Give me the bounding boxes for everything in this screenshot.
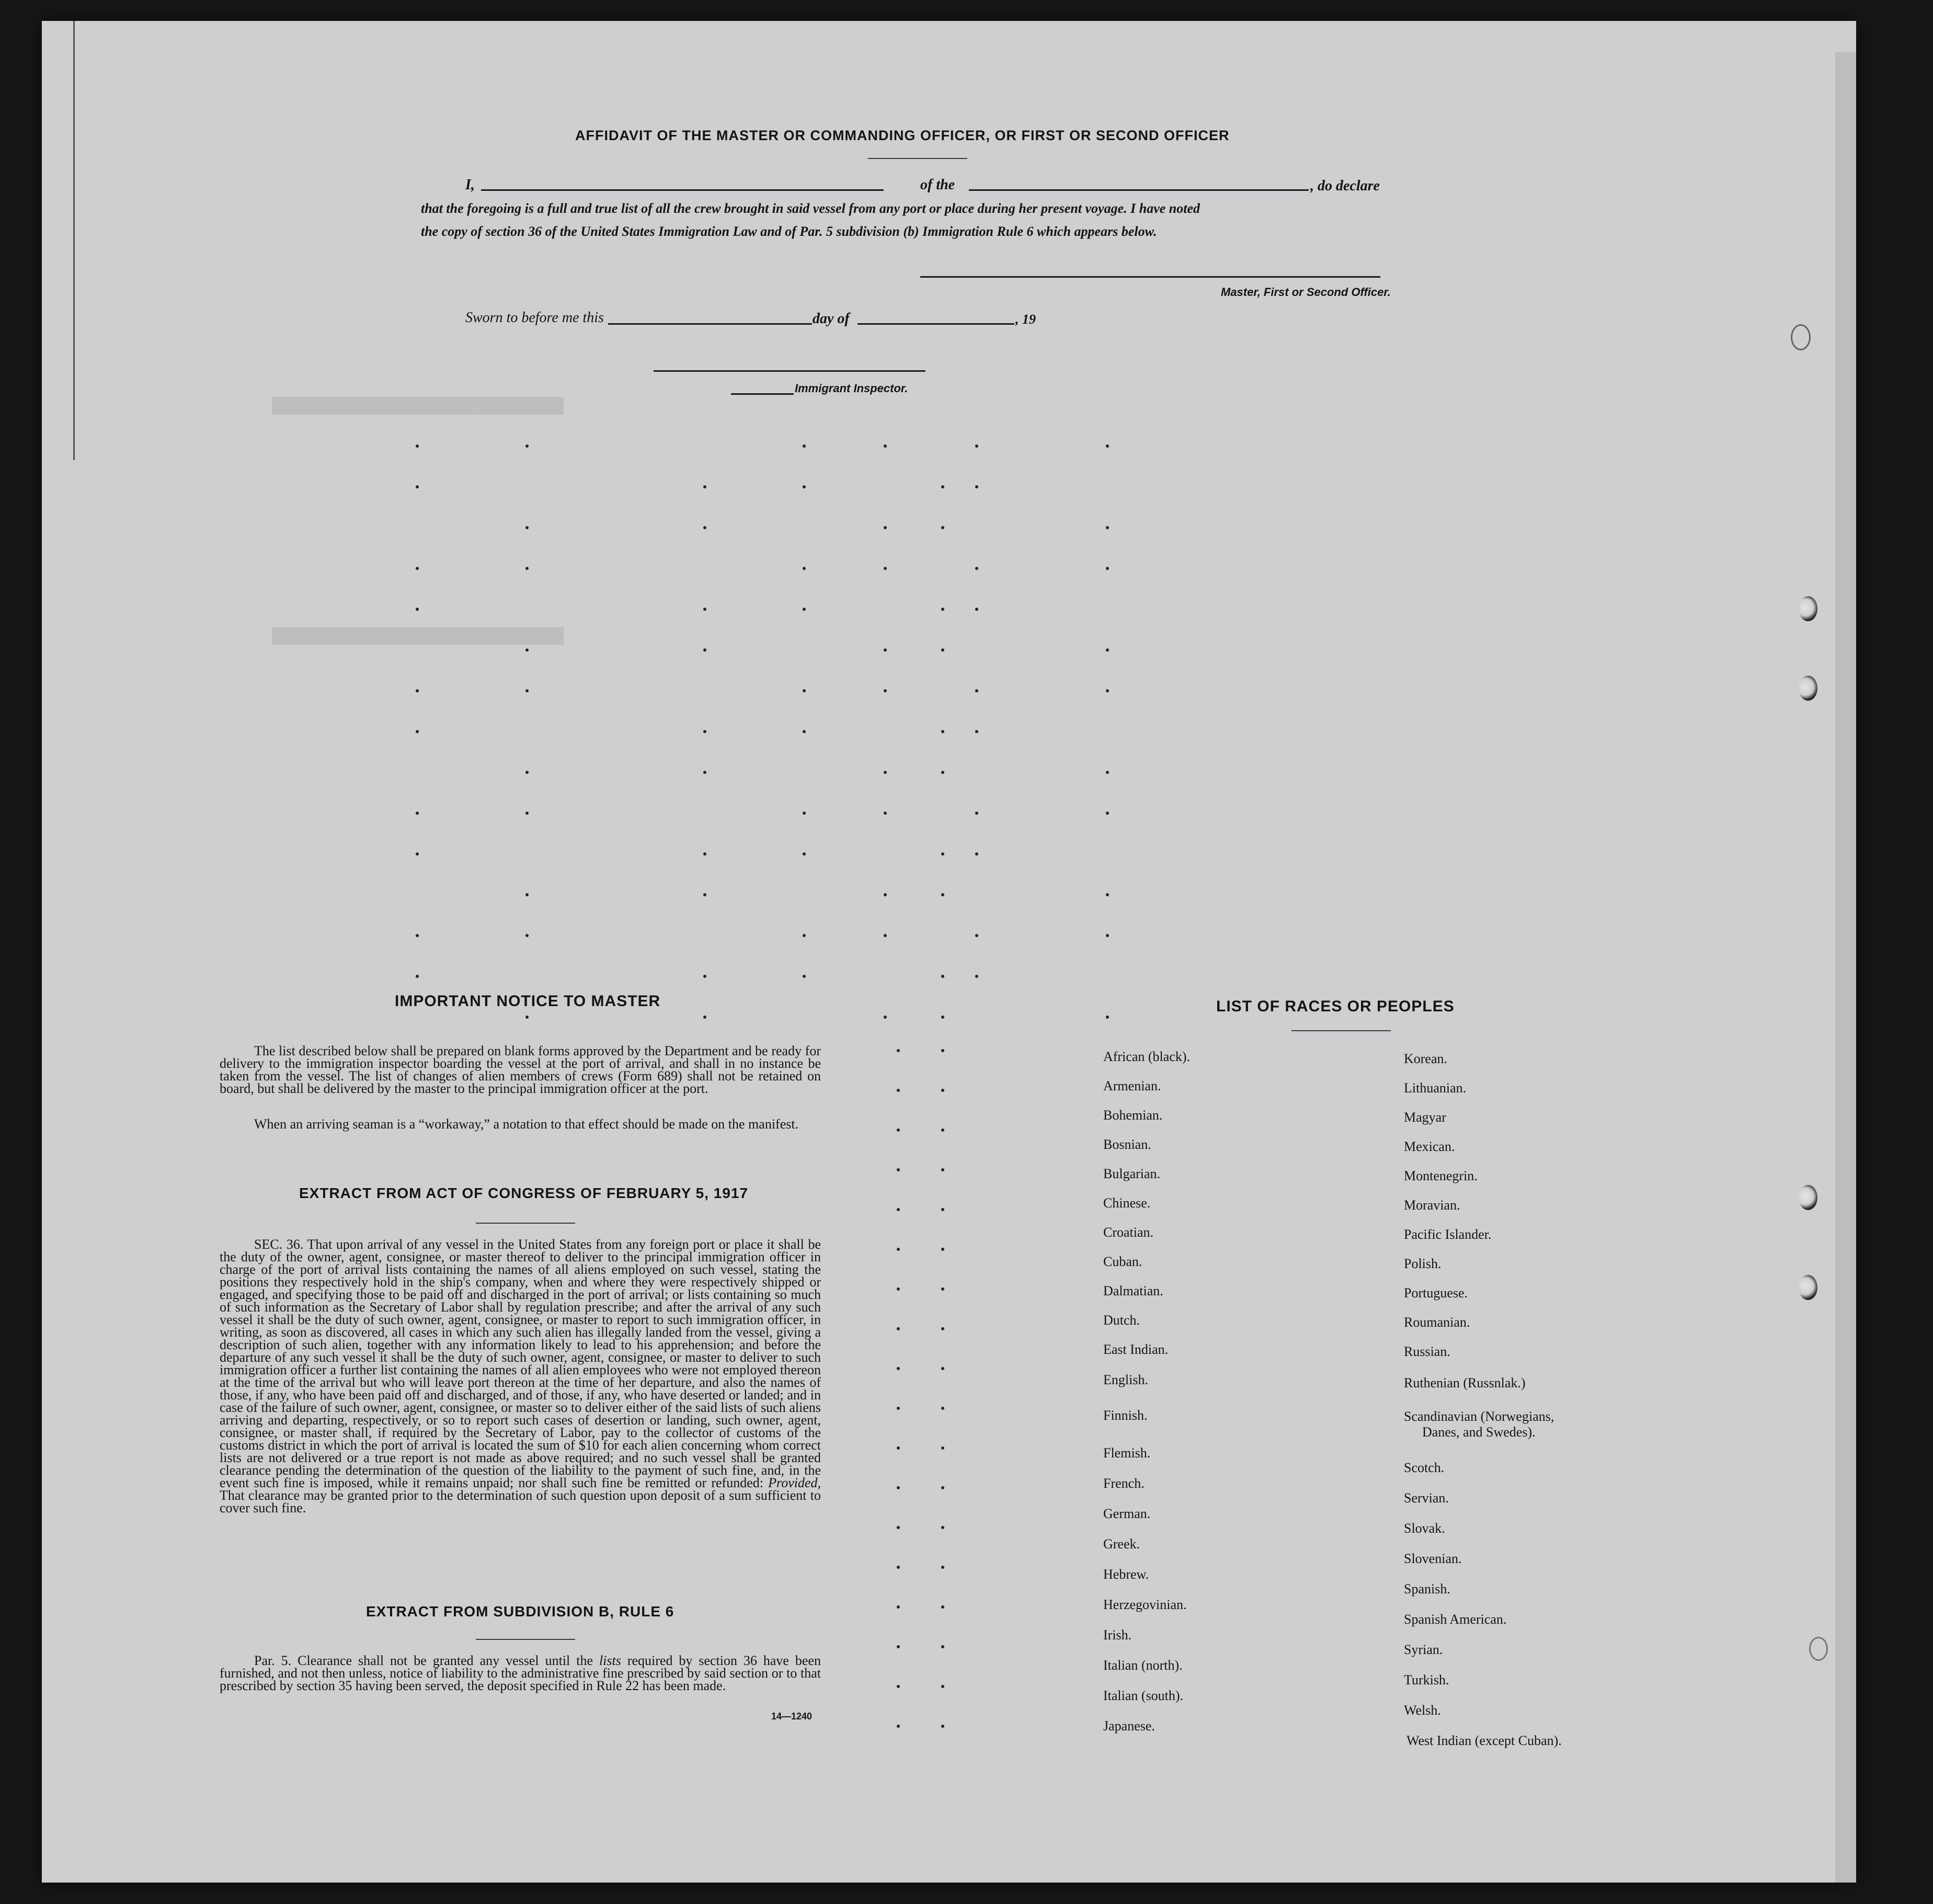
- bleed-through-text: ███████████████████████████████: [272, 397, 564, 415]
- form-dot: [525, 648, 529, 652]
- form-dot: [941, 730, 944, 733]
- race-item: Servian.: [1404, 1490, 1449, 1506]
- race-item: Greek.: [1103, 1536, 1140, 1552]
- form-dot: [884, 648, 887, 652]
- race-item: Scandinavian (Norwegians,: [1404, 1409, 1554, 1424]
- form-dot: [897, 1446, 900, 1450]
- race-item: Herzegovinian.: [1103, 1597, 1187, 1612]
- race-item: African (black).: [1103, 1049, 1191, 1064]
- form-dot: [884, 771, 887, 774]
- race-item: Chinese.: [1103, 1195, 1151, 1211]
- form-dot: [884, 526, 887, 529]
- race-item: Moravian.: [1404, 1198, 1460, 1213]
- form-dot: [525, 567, 529, 570]
- form-dot: [897, 1089, 900, 1092]
- form-dot: [941, 1566, 944, 1569]
- form-dot: [941, 1446, 944, 1450]
- sworn-day-blank-line[interactable]: [608, 323, 812, 325]
- punch-hole: [1799, 1275, 1817, 1300]
- punch-hole: [1799, 1185, 1817, 1210]
- race-item: Syrian.: [1404, 1642, 1443, 1657]
- form-dot: [975, 975, 978, 978]
- form-dot: [416, 934, 419, 937]
- form-dot: [897, 1407, 900, 1410]
- race-item: Spanish.: [1404, 1581, 1450, 1597]
- form-dot: [941, 1287, 944, 1291]
- name-blank-line[interactable]: [481, 189, 884, 191]
- form-dot: [1106, 893, 1109, 896]
- form-dot: [897, 1486, 900, 1489]
- race-item: Dalmatian.: [1103, 1283, 1163, 1298]
- vessel-blank-line[interactable]: [969, 189, 1309, 191]
- form-dot: [525, 689, 529, 692]
- notice-title: IMPORTANT NOTICE TO MASTER: [395, 993, 661, 1010]
- year-label: , 19: [1015, 312, 1036, 327]
- inspector-signature-line[interactable]: [654, 370, 925, 372]
- form-dot: [941, 1725, 944, 1728]
- form-dot: [897, 1526, 900, 1529]
- form-dot: [975, 812, 978, 815]
- form-dot: [941, 1685, 944, 1688]
- form-dot: [703, 852, 706, 856]
- race-item: Dutch.: [1103, 1313, 1140, 1328]
- form-dot: [884, 893, 887, 896]
- race-item: Italian (south).: [1103, 1688, 1184, 1703]
- form-dot: [1106, 648, 1109, 652]
- inspector-label: Immigrant Inspector.: [795, 382, 908, 395]
- form-dot: [941, 1089, 944, 1092]
- form-dot: [941, 485, 944, 488]
- form-dot: [897, 1128, 900, 1132]
- race-item: Pacific Islander.: [1404, 1227, 1492, 1242]
- manifest-page: [42, 21, 1856, 1883]
- race-item: French.: [1103, 1476, 1145, 1491]
- form-dot: [884, 1016, 887, 1019]
- affidavit-text-line-3: the copy of section 36 of the United States Immigration Law and of Par. 5 subdivision (b) Immigration Rule 6 which appears below.: [421, 224, 1157, 239]
- notice-paragraph-2: When an arriving seaman is a “workaway,” a notation to that effect should be made on the manifest.: [254, 1116, 799, 1132]
- form-dot: [416, 444, 419, 448]
- form-dot: [941, 1526, 944, 1529]
- form-dot: [803, 444, 806, 448]
- form-dot: [897, 1685, 900, 1688]
- form-dot: [525, 893, 529, 896]
- form-dot: [941, 1327, 944, 1330]
- race-item: West Indian (except Cuban).: [1406, 1733, 1562, 1748]
- punch-hole: [1799, 676, 1817, 701]
- bleed-through-text: ███████████████████████████████: [272, 628, 564, 645]
- race-item: Croatian.: [1103, 1225, 1154, 1240]
- punch-hole-outline: [1791, 324, 1811, 350]
- race-item: Cuban.: [1103, 1254, 1142, 1269]
- form-dot: [416, 812, 419, 815]
- race-item: Polish.: [1404, 1256, 1442, 1271]
- form-dot: [703, 608, 706, 611]
- extract-act-text: [220, 1238, 821, 1514]
- form-dot: [1106, 771, 1109, 774]
- race-item: East Indian.: [1103, 1342, 1169, 1357]
- form-dot: [525, 1016, 529, 1019]
- race-item: German.: [1103, 1506, 1151, 1521]
- affidavit-text-line-2: that the foregoing is a full and true list of all the crew brought in said vessel from any port or place during her present voyage. I have noted: [421, 201, 1200, 216]
- form-dot: [803, 730, 806, 733]
- form-dot: [941, 526, 944, 529]
- race-item: Roumanian.: [1404, 1315, 1470, 1330]
- page-edge: [1835, 52, 1856, 1883]
- race-item: Portuguese.: [1404, 1285, 1468, 1301]
- race-item: Slovenian.: [1404, 1551, 1462, 1566]
- affidavit-i-label: I,: [465, 177, 475, 193]
- form-dot: [1106, 444, 1109, 448]
- affidavit-of-the: of the: [920, 177, 955, 193]
- affidavit-do-declare: , do declare: [1310, 178, 1380, 194]
- form-dot: [941, 1486, 944, 1489]
- act-body-end: That clearance may be granted prior to the determination of such question upon deposit of a sum sufficient to cover such fine.: [220, 1488, 821, 1515]
- form-dot: [941, 771, 944, 774]
- form-dot: [884, 812, 887, 815]
- form-dot: [975, 934, 978, 937]
- form-dot: [803, 852, 806, 856]
- form-dot: [416, 689, 419, 692]
- form-dot: [803, 934, 806, 937]
- form-dot: [975, 730, 978, 733]
- form-dot: [884, 689, 887, 692]
- race-item: Hebrew.: [1103, 1567, 1149, 1582]
- notice-paragraph-1: The list described below shall be prepared on blank forms approved by the Department and be ready for delivery to the immigration inspector boarding the vessel at the port of arrival, and shall in no instance be taken from the vessel. The list of changes of alien members of crews (Form 689) shall not be retained on board, but shall be delivered by the master to the principal immigration officer at the port.: [220, 1043, 821, 1096]
- form-dot: [416, 567, 419, 570]
- form-dot: [884, 567, 887, 570]
- form-dot: [897, 1605, 900, 1609]
- race-item: Lithuanian.: [1404, 1080, 1467, 1096]
- punch-hole-outline: [1809, 1637, 1828, 1661]
- form-dot: [416, 852, 419, 856]
- race-item: Scotch.: [1404, 1460, 1445, 1475]
- form-dot: [975, 689, 978, 692]
- act-body: SEC. 36. That upon arrival of any vessel in the United States from any foreign port or place it shall be the duty of the owner, agent, consignee, or master thereof to deliver to the principal immigration officer in charge of the port of arrival lists containing the names of all aliens employed on such vessel, stating the positions they respectively hold in the ship's company, when and where they were respectively shipped or engaged, and specifying those to be paid off and discharged in the port of arrival; or lists containing so much of such information as the Secretary of Labor shall by regulation prescribe; and after the arrival of any such vessel it shall be the duty of such owner, agent, consignee, or master to report to such immigration officer, in writing, as soon as discovered, all cases in which any such alien has illegally landed from the vessel, giving a description of such alien, together with any information likely to lead to his apprehension; and before the departure of any such vessel it shall be the duty of such owner, agent, consignee, or master to deliver to such immigration officer a further list containing the names of all alien employees who were not employed thereon at the time of the arrival but who will leave port thereon at the time of her departure, and also the names of those, if any, who have been paid off and discharged, and of those, if any, who have deserted or landed; and in case of the failure of such owner, agent, consignee, or master so to deliver either of the said lists of such aliens arriving and departing, respectively, or so to report such cases of desertion or landing, such owner, agent, consignee, or master shall, if required by the Secretary of Labor, pay to the collector of customs of the customs district in which the port of arrival is located the sum of $10 for each alien concerning whom correct lists are not delivered or a true report is not made as above required; and no such vessel shall be granted clearance pending the determination of the question of the liability to the payment of such fine, and, in the event such fine is imposed, while it remains unpaid; nor shall such fine be remitted or refunded:: [220, 1237, 821, 1490]
- form-dot: [803, 485, 806, 488]
- form-dot: [897, 1327, 900, 1330]
- form-dot: [941, 648, 944, 652]
- form-dot: [1106, 526, 1109, 529]
- race-item: Armenian.: [1103, 1078, 1161, 1093]
- form-dot: [525, 526, 529, 529]
- race-item: Bosnian.: [1103, 1137, 1151, 1152]
- form-dot: [975, 608, 978, 611]
- form-dot: [941, 975, 944, 978]
- form-dot: [416, 730, 419, 733]
- form-dot: [975, 485, 978, 488]
- form-dot: [525, 444, 529, 448]
- race-item: Turkish.: [1404, 1672, 1449, 1688]
- form-dot: [941, 1049, 944, 1052]
- race-item: Spanish American.: [1404, 1612, 1507, 1627]
- form-dot: [897, 1248, 900, 1251]
- races-title: LIST OF RACES OR PEOPLES: [1216, 998, 1455, 1015]
- form-dot: [525, 812, 529, 815]
- form-dot: [941, 1128, 944, 1132]
- race-item: Bulgarian.: [1103, 1166, 1161, 1181]
- form-dot: [703, 975, 706, 978]
- form-dot: [703, 730, 706, 733]
- race-item: English.: [1103, 1372, 1148, 1387]
- form-dot: [803, 567, 806, 570]
- race-item: Finnish.: [1103, 1408, 1148, 1423]
- race-item: Montenegrin.: [1404, 1168, 1478, 1183]
- extract-rule-text: [220, 1655, 821, 1692]
- form-dot: [1106, 689, 1109, 692]
- form-dot: [1106, 934, 1109, 937]
- form-dot: [803, 689, 806, 692]
- form-dot: [703, 526, 706, 529]
- divider: [476, 1639, 575, 1640]
- form-dot: [703, 893, 706, 896]
- divider: [1291, 1030, 1391, 1031]
- form-dot: [525, 771, 529, 774]
- form-dot: [941, 1248, 944, 1251]
- inspector-lead-line: [731, 393, 794, 395]
- form-dot: [884, 444, 887, 448]
- rule-body-end: required by section 36 have been furnished, and not then unless, notice of liability to the administrative fine prescribed by said section or to that prescribed by section 35 having been served, the deposit specified in Rule 22 has been made.: [220, 1653, 821, 1693]
- race-item: Japanese.: [1103, 1718, 1155, 1734]
- form-number: 14—1240: [771, 1711, 813, 1721]
- race-item: Welsh.: [1404, 1703, 1441, 1718]
- form-dot: [897, 1287, 900, 1291]
- rule-body: Par. 5. Clearance shall not be granted any vessel until the: [254, 1653, 593, 1668]
- form-dot: [941, 893, 944, 896]
- form-dot: [975, 567, 978, 570]
- race-item: Slovak.: [1404, 1521, 1445, 1536]
- form-dot: [941, 852, 944, 856]
- form-dot: [703, 648, 706, 652]
- form-dot: [1106, 812, 1109, 815]
- form-dot: [897, 1208, 900, 1211]
- form-dot: [703, 1016, 706, 1019]
- race-item: Bohemian.: [1103, 1108, 1163, 1123]
- form-dot: [1106, 567, 1109, 570]
- form-dot: [941, 608, 944, 611]
- race-item: Danes, and Swedes).: [1422, 1424, 1536, 1440]
- extract-rule-title: EXTRACT FROM SUBDIVISION B, RULE 6: [366, 1603, 674, 1620]
- lists-word: lists: [599, 1653, 621, 1668]
- form-dot: [941, 1208, 944, 1211]
- form-dot: [941, 1016, 944, 1019]
- form-dot: [803, 975, 806, 978]
- form-dot: [897, 1367, 900, 1370]
- form-dot: [897, 1645, 900, 1648]
- form-dot: [897, 1049, 900, 1052]
- provided-word: Provided,: [768, 1475, 821, 1490]
- signature-label: Master, First or Second Officer.: [1221, 286, 1391, 299]
- form-dot: [897, 1168, 900, 1171]
- form-dot: [416, 975, 419, 978]
- affidavit-title: AFFIDAVIT OF THE MASTER OR COMMANDING OFFICER, OR FIRST OR SECOND OFFICER: [575, 128, 1230, 143]
- form-dot: [941, 1645, 944, 1648]
- form-dot: [941, 1605, 944, 1609]
- left-margin-border: [42, 21, 75, 460]
- race-item: Korean.: [1404, 1051, 1448, 1066]
- form-dot: [1106, 1016, 1109, 1019]
- divider: [868, 158, 967, 159]
- race-item: Russian.: [1404, 1344, 1450, 1359]
- form-dot: [416, 485, 419, 488]
- race-item: Italian (north).: [1103, 1658, 1183, 1673]
- form-dot: [941, 1168, 944, 1171]
- race-item: Irish.: [1103, 1627, 1132, 1643]
- punch-hole: [1799, 596, 1817, 621]
- form-dot: [884, 934, 887, 937]
- race-item: Ruthenian (Russnlak.): [1404, 1375, 1526, 1390]
- form-dot: [803, 608, 806, 611]
- extract-act-title: EXTRACT FROM ACT OF CONGRESS OF FEBRUARY 5, 1917: [299, 1185, 749, 1201]
- divider: [476, 1223, 575, 1224]
- day-of-label: day of: [813, 311, 850, 327]
- form-dot: [897, 1566, 900, 1569]
- signature-line[interactable]: [920, 276, 1380, 278]
- form-dot: [897, 1725, 900, 1728]
- form-dot: [703, 771, 706, 774]
- form-dot: [703, 485, 706, 488]
- form-dot: [525, 934, 529, 937]
- sworn-label: Sworn to before me this: [465, 310, 604, 326]
- form-dot: [941, 1407, 944, 1410]
- sworn-month-blank-line[interactable]: [857, 323, 1014, 325]
- form-dot: [803, 812, 806, 815]
- race-item: Mexican.: [1404, 1139, 1455, 1154]
- form-dot: [975, 444, 978, 448]
- form-dot: [416, 608, 419, 611]
- form-dot: [941, 1367, 944, 1370]
- race-item: Magyar: [1404, 1110, 1446, 1125]
- form-dot: [975, 852, 978, 856]
- race-item: Flemish.: [1103, 1445, 1151, 1461]
